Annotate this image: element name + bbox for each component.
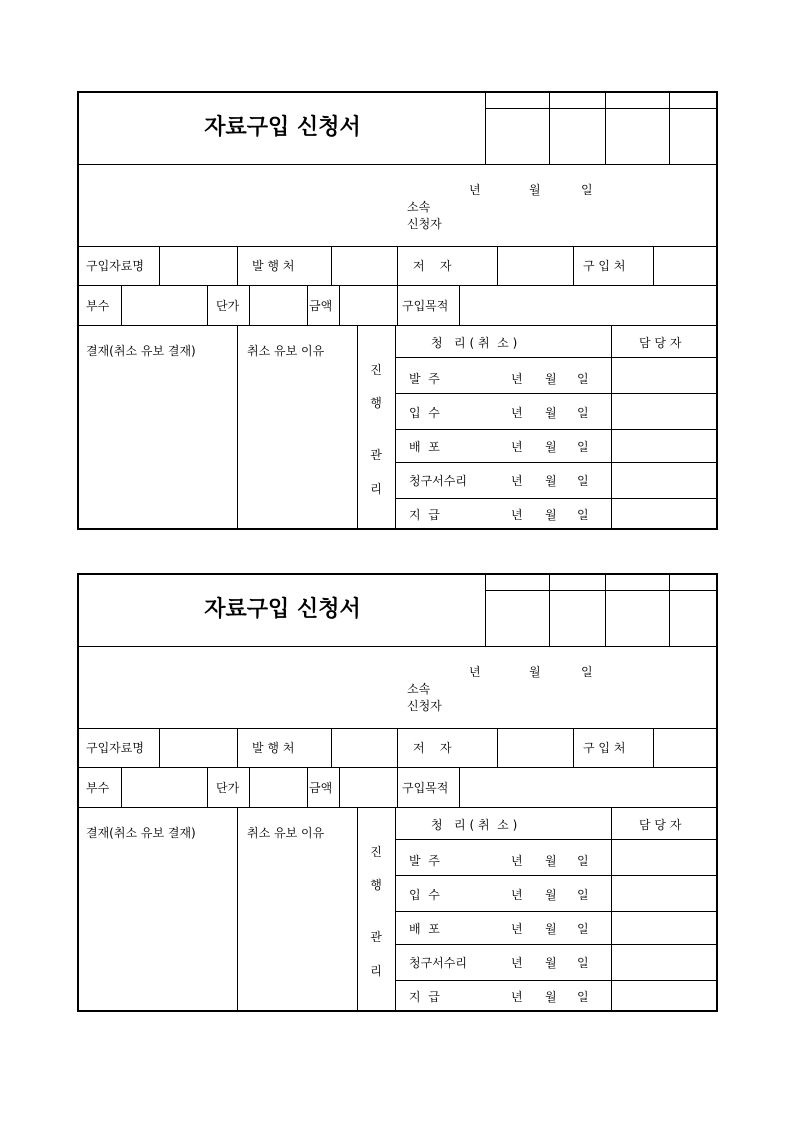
process-header: 청 리 ( 취 소 ) xyxy=(431,336,518,350)
purchase-request-form xyxy=(77,91,718,530)
purchase-from-label: 구 입 처 xyxy=(583,741,626,755)
process-header: 청 리 ( 취 소 ) xyxy=(431,818,518,832)
purpose-field[interactable] xyxy=(460,768,718,807)
rule xyxy=(207,767,208,807)
rule xyxy=(397,246,398,285)
step-label: 청구서수리 xyxy=(409,474,467,488)
step-year: 년 xyxy=(511,956,523,970)
affiliation-label: 소속 xyxy=(407,200,431,214)
step-year: 년 xyxy=(511,440,523,454)
copies-field[interactable] xyxy=(122,768,207,807)
manager-cell[interactable] xyxy=(612,912,718,944)
step-month: 월 xyxy=(545,474,557,488)
step-day: 일 xyxy=(577,922,589,936)
rule xyxy=(79,807,718,808)
date-month-label: 월 xyxy=(529,183,541,197)
step-day: 일 xyxy=(577,474,589,488)
manager-cell[interactable] xyxy=(612,463,718,498)
cancel-reason-label: 취소 유보 이유 xyxy=(247,826,325,840)
rule xyxy=(79,164,718,165)
manager-cell[interactable] xyxy=(612,358,718,393)
rule xyxy=(397,285,398,325)
step-label: 배 포 xyxy=(409,440,440,454)
copies-field[interactable] xyxy=(122,286,207,325)
affiliation-label: 소속 xyxy=(407,682,431,696)
step-day: 일 xyxy=(577,888,589,902)
material-name-label: 구입자료명 xyxy=(86,741,144,755)
manager-cell[interactable] xyxy=(612,945,718,980)
manager-cell[interactable] xyxy=(612,499,718,530)
step-day: 일 xyxy=(577,372,589,386)
stamp-cell[interactable] xyxy=(606,591,669,646)
step-month: 월 xyxy=(545,888,557,902)
date-year-label: 년 xyxy=(469,183,481,197)
rule xyxy=(237,728,238,767)
unit-price-label: 단가 xyxy=(216,781,240,795)
step-year: 년 xyxy=(511,508,523,522)
author-label: 저 자 xyxy=(413,259,452,273)
step-month: 월 xyxy=(545,440,557,454)
rule xyxy=(573,728,574,767)
manager-cell[interactable] xyxy=(612,394,718,429)
author-label: 저 자 xyxy=(413,741,452,755)
author-field[interactable] xyxy=(498,729,573,767)
stamp-cell[interactable] xyxy=(550,109,605,164)
rule xyxy=(237,246,238,285)
unit-price-label: 단가 xyxy=(216,299,240,313)
stamp-cell[interactable] xyxy=(670,591,718,646)
management-char: 리 xyxy=(370,964,382,978)
applicant-label: 신청자 xyxy=(407,217,442,231)
publisher-field[interactable] xyxy=(332,247,397,285)
cancel-reason-label: 취소 유보 이유 xyxy=(247,344,325,358)
rule xyxy=(207,285,208,325)
step-month: 월 xyxy=(545,508,557,522)
stamp-cell[interactable] xyxy=(486,109,549,164)
management-char: 관 xyxy=(370,448,382,462)
date-day-label: 일 xyxy=(581,665,593,679)
approval-field[interactable] xyxy=(79,361,237,530)
rule xyxy=(79,646,718,647)
step-month: 월 xyxy=(545,854,557,868)
purchase-from-label: 구 입 처 xyxy=(583,259,626,273)
step-year: 년 xyxy=(511,372,523,386)
management-char: 관 xyxy=(370,930,382,944)
step-month: 월 xyxy=(545,372,557,386)
step-year: 년 xyxy=(511,406,523,420)
progress-char: 진 xyxy=(370,845,382,859)
step-month: 월 xyxy=(545,922,557,936)
progress-char: 행 xyxy=(370,878,382,892)
amount-label: 금액 xyxy=(309,781,333,795)
stamp-cell[interactable] xyxy=(550,591,605,646)
approval-label: 결재(취소 유보 결재) xyxy=(86,826,196,840)
form-title: 자료구입 신청서 xyxy=(204,114,361,140)
rule xyxy=(307,767,308,807)
purpose-label: 구입목적 xyxy=(402,299,449,313)
stamp-cell[interactable] xyxy=(486,591,549,646)
copies-label: 부수 xyxy=(86,781,110,795)
rule xyxy=(395,807,396,1012)
date-year-label: 년 xyxy=(469,665,481,679)
rule xyxy=(307,285,308,325)
step-label: 지 급 xyxy=(409,990,440,1004)
purchase-request-form xyxy=(77,573,718,1012)
step-label: 배 포 xyxy=(409,922,440,936)
applicant-label: 신청자 xyxy=(407,699,442,713)
step-year: 년 xyxy=(511,922,523,936)
step-label: 발 주 xyxy=(409,372,440,386)
step-label: 지 급 xyxy=(409,508,440,522)
publisher-field[interactable] xyxy=(332,729,397,767)
cancel-reason-field[interactable] xyxy=(238,361,357,530)
date-month-label: 월 xyxy=(529,665,541,679)
step-month: 월 xyxy=(545,956,557,970)
amount-label: 금액 xyxy=(309,299,333,313)
stamp-cell[interactable] xyxy=(606,109,669,164)
amount-field[interactable] xyxy=(340,768,397,807)
rule xyxy=(357,807,358,1012)
rule xyxy=(397,767,398,807)
step-label: 입 수 xyxy=(409,888,440,902)
approval-label: 결재(취소 유보 결재) xyxy=(86,344,196,358)
unit-price-field[interactable] xyxy=(250,286,307,325)
step-year: 년 xyxy=(511,854,523,868)
purchase-from-field[interactable] xyxy=(654,247,718,285)
progress-char: 행 xyxy=(370,396,382,410)
step-year: 년 xyxy=(511,990,523,1004)
amount-field[interactable] xyxy=(340,286,397,325)
stamp-cell[interactable] xyxy=(670,109,718,164)
copies-label: 부수 xyxy=(86,299,110,313)
unit-price-field[interactable] xyxy=(250,768,307,807)
manager-header: 담 당 자 xyxy=(639,818,682,832)
rule xyxy=(397,728,398,767)
author-field[interactable] xyxy=(498,247,573,285)
step-label: 발 주 xyxy=(409,854,440,868)
publisher-label: 발 행 처 xyxy=(252,741,295,755)
manager-cell[interactable] xyxy=(612,876,718,911)
rule xyxy=(395,325,396,530)
material-name-label: 구입자료명 xyxy=(86,259,144,273)
step-month: 월 xyxy=(545,406,557,420)
step-day: 일 xyxy=(577,440,589,454)
progress-char: 진 xyxy=(370,363,382,377)
publisher-label: 발 행 처 xyxy=(252,259,295,273)
step-day: 일 xyxy=(577,990,589,1004)
manager-header: 담 당 자 xyxy=(639,336,682,350)
step-month: 월 xyxy=(545,990,557,1004)
step-day: 일 xyxy=(577,508,589,522)
rule xyxy=(79,325,718,326)
step-year: 년 xyxy=(511,474,523,488)
material-name-field[interactable] xyxy=(160,729,237,767)
step-day: 일 xyxy=(577,956,589,970)
step-day: 일 xyxy=(577,406,589,420)
step-day: 일 xyxy=(577,854,589,868)
purpose-field[interactable] xyxy=(460,286,718,325)
rule xyxy=(357,325,358,530)
manager-cell[interactable] xyxy=(612,840,718,875)
date-day-label: 일 xyxy=(581,183,593,197)
cancel-reason-field[interactable] xyxy=(238,843,357,1012)
purpose-label: 구입목적 xyxy=(402,781,449,795)
management-char: 리 xyxy=(370,482,382,496)
purchase-from-field[interactable] xyxy=(654,729,718,767)
manager-cell[interactable] xyxy=(612,981,718,1012)
step-label: 입 수 xyxy=(409,406,440,420)
form-title: 자료구입 신청서 xyxy=(204,596,361,622)
manager-cell[interactable] xyxy=(612,430,718,462)
step-label: 청구서수리 xyxy=(409,956,467,970)
approval-field[interactable] xyxy=(79,843,237,1012)
step-year: 년 xyxy=(511,888,523,902)
material-name-field[interactable] xyxy=(160,247,237,285)
rule xyxy=(573,246,574,285)
